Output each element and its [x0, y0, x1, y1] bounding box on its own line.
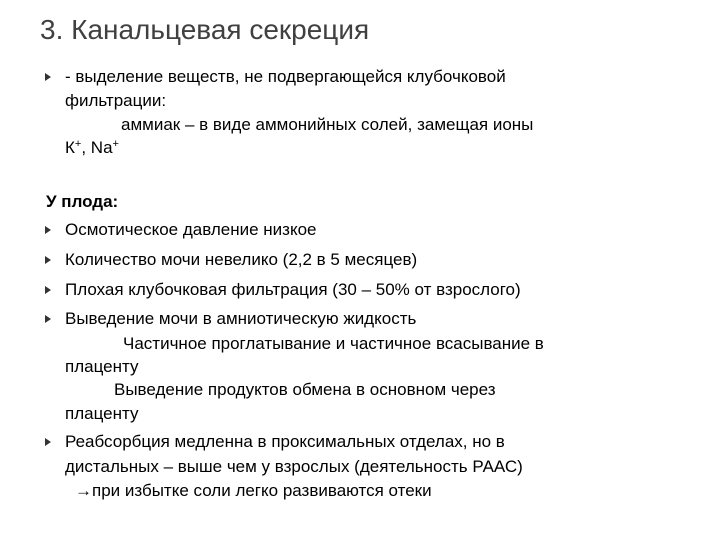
item-reabsorption: Реабсорбция медленна в проксимальных отделах, но в [65, 432, 505, 451]
item-reabsorption-cont: дистальных – выше чем у взрослых (деятельность РААС) [65, 457, 523, 476]
intro-line-1: - выделение веществ, не подвергающейся клубочковой [65, 67, 506, 86]
bullet-arrow-icon [45, 286, 51, 294]
item-filtration: Плохая клубочковая фильтрация (30 – 50% от взрослого) [65, 280, 521, 299]
bullet-arrow-icon [45, 226, 51, 234]
intro-line-2: фильтрации: [65, 91, 167, 110]
ion-k-charge: + [74, 138, 82, 150]
ion-k: К [65, 138, 75, 157]
slide-title: 3. Канальцевая секреция [40, 14, 370, 45]
item-osmotic: Осмотическое давление низкое [65, 220, 317, 239]
item-metabolic-excretion-cont: плаценту [65, 404, 139, 423]
intro-line-4 [65, 137, 119, 159]
item-swallowing: Частичное проглатывание и частичное всасывание в [123, 334, 544, 353]
ion-na: , Na [81, 138, 113, 157]
item-urine-amount: Количество мочи невелико (2,2 в 5 месяцев) [65, 250, 418, 269]
fetus-heading: У плода: [46, 192, 119, 211]
ion-na-charge: + [112, 138, 119, 150]
bullet-arrow-icon [45, 438, 51, 446]
bullet-arrow-icon [45, 256, 51, 264]
item-swallowing-cont: плаценту [65, 357, 139, 376]
item-metabolic-excretion: Выведение продуктов обмена в основном через [114, 380, 496, 399]
intro-line-3: аммиак – в виде аммонийных солей, замещая ионы [121, 115, 534, 134]
bullet-arrow-icon [45, 73, 51, 81]
item-edema: →при избытке соли легко развиваются отеки [75, 481, 432, 500]
bullet-arrow-icon [45, 315, 51, 323]
item-urine-excretion: Выведение мочи в амниотическую жидкость [65, 309, 417, 328]
